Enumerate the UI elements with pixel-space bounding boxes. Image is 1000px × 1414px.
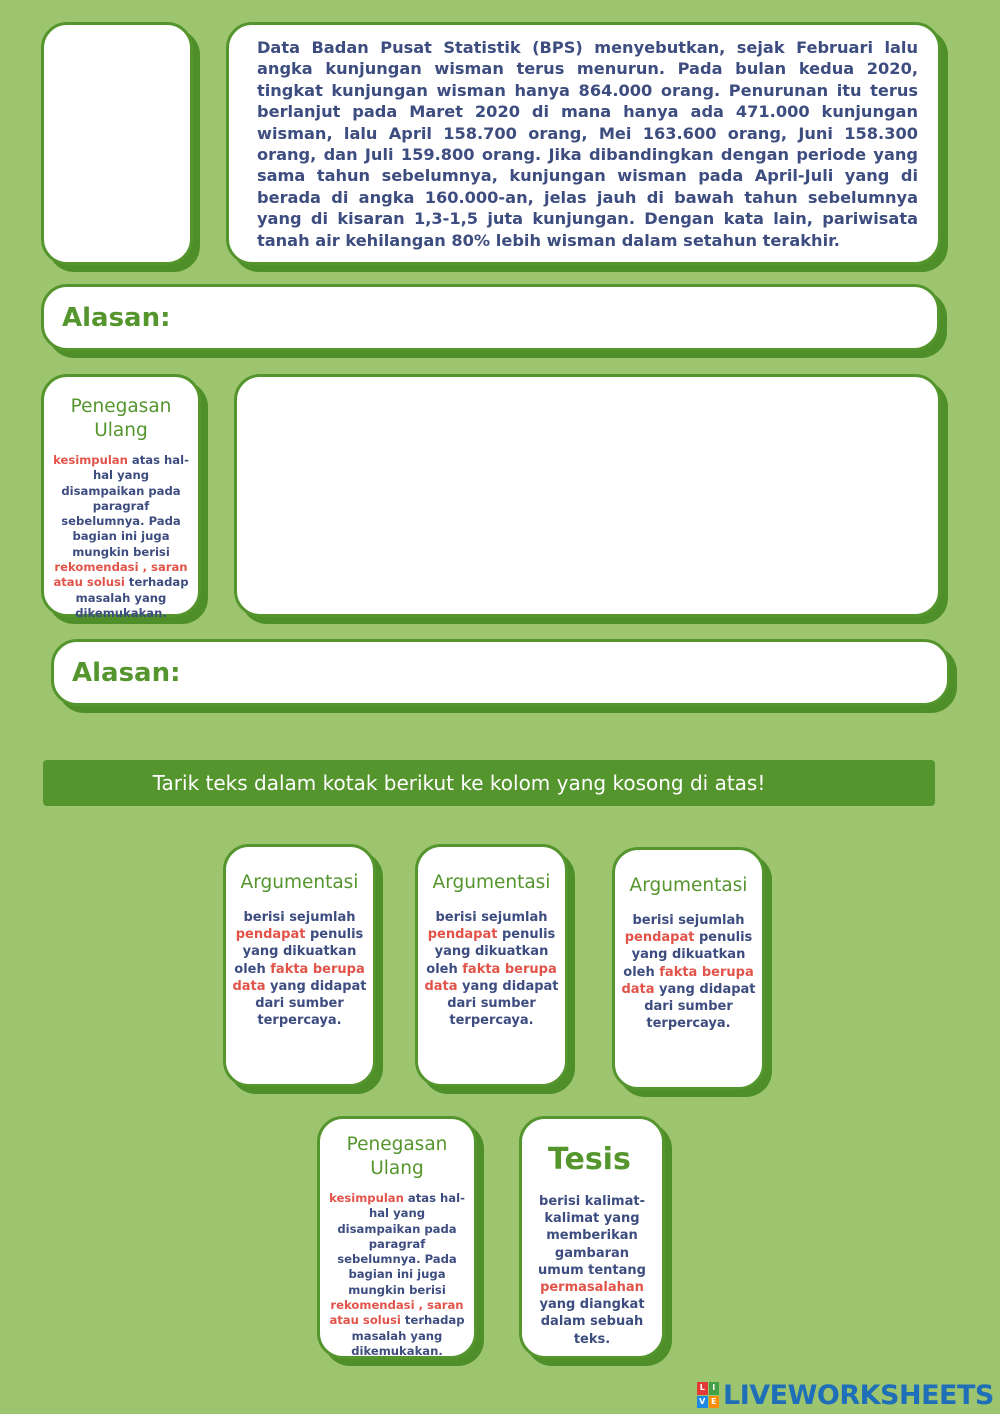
card-title: Penegasan Ulang — [70, 396, 172, 441]
card-title: Argumentasi — [240, 872, 359, 893]
alasan-label: Alasan: — [62, 302, 171, 333]
card-body: berisi sejumlah pendapat penulis yang dikuatkan oleh fakta berupa data yang didapat dari sumber terpercaya. — [621, 913, 756, 1032]
drop-zone-middle[interactable] — [234, 374, 941, 617]
alasan-field-2[interactable] — [51, 639, 950, 706]
card-argumentasi-3[interactable] — [612, 847, 765, 1090]
liveworksheets-logo-icon: L I V E — [697, 1382, 719, 1408]
card-title: Tesis — [548, 1142, 631, 1177]
intro-paragraph: Data Badan Pusat Statistik (BPS) menyebutkan, sejak Februari lalu angka kunjungan wisman terus menurun. Pada bulan kedua 2020, tingkat kunjungan wisman hanya 864.000 orang. Penurunan itu terus berlanjut pada Maret 2020 di mana hanya ada 471.000 kunjungan wisman, lalu April 158.700 orang, Mei 163.600 orang, Juni 158.300 orang, dan Juli 159.800 orang. Jika dibandingkan dengan periode yang sama tahun sebelumnya, kunjungan wisman pada April-Juli yang di berada di angka 160.000-an, jelas jauh di bawah tahun sebelumnya yang di kisaran 1,3-1,5 juta kunjungan. Dengan kata lain, pariwisata tanah air kehilangan 80% lebih wisman dalam setahun terakhir. — [257, 38, 918, 250]
drop-zone-top-left[interactable] — [41, 22, 193, 265]
card-title: Argumentasi — [432, 872, 551, 893]
liveworksheets-logo — [697, 1378, 994, 1412]
card-title: Argumentasi — [629, 875, 748, 896]
card-body: berisi kalimat-kalimat yang memberikan gambaran umum tentang permasalahan yang diangkat dalam sebuah teks. — [538, 1194, 646, 1347]
paragraph-box — [226, 22, 941, 265]
instruction-banner: Tarik teks dalam kotak berikut ke kolom yang kosong di atas! — [43, 760, 935, 806]
card-argumentasi-1[interactable] — [223, 844, 376, 1087]
card-penegasan-ulang[interactable] — [317, 1116, 477, 1359]
card-body: kesimpulan atas hal-hal yang disampaikan pada paragraf sebelumnya. Pada bagian ini juga mungkin berisi rekomendasi , saran atau solusi terhadap masalah yang dikemukakan. — [53, 453, 189, 620]
card-title: Penegasan Ulang — [346, 1134, 448, 1179]
card-penegasan-ulang-placed[interactable] — [41, 374, 201, 620]
card-body: berisi sejumlah pendapat penulis yang dikuatkan oleh fakta berupa data yang didapat dari sumber terpercaya. — [424, 910, 559, 1029]
logo-text: LIVEWORKSHEETS — [723, 1379, 994, 1411]
card-body: kesimpulan atas hal-hal yang disampaikan pada paragraf sebelumnya. Pada bagian ini juga mungkin berisi rekomendasi , saran atau solusi terhadap masalah yang dikemukakan. — [329, 1191, 465, 1358]
alasan-field-1[interactable] — [41, 284, 940, 351]
alasan-label: Alasan: — [72, 657, 181, 688]
card-tesis[interactable] — [519, 1116, 665, 1359]
card-body: berisi sejumlah pendapat penulis yang dikuatkan oleh fakta berupa data yang didapat dari sumber terpercaya. — [232, 910, 367, 1029]
card-argumentasi-2[interactable] — [415, 844, 568, 1087]
